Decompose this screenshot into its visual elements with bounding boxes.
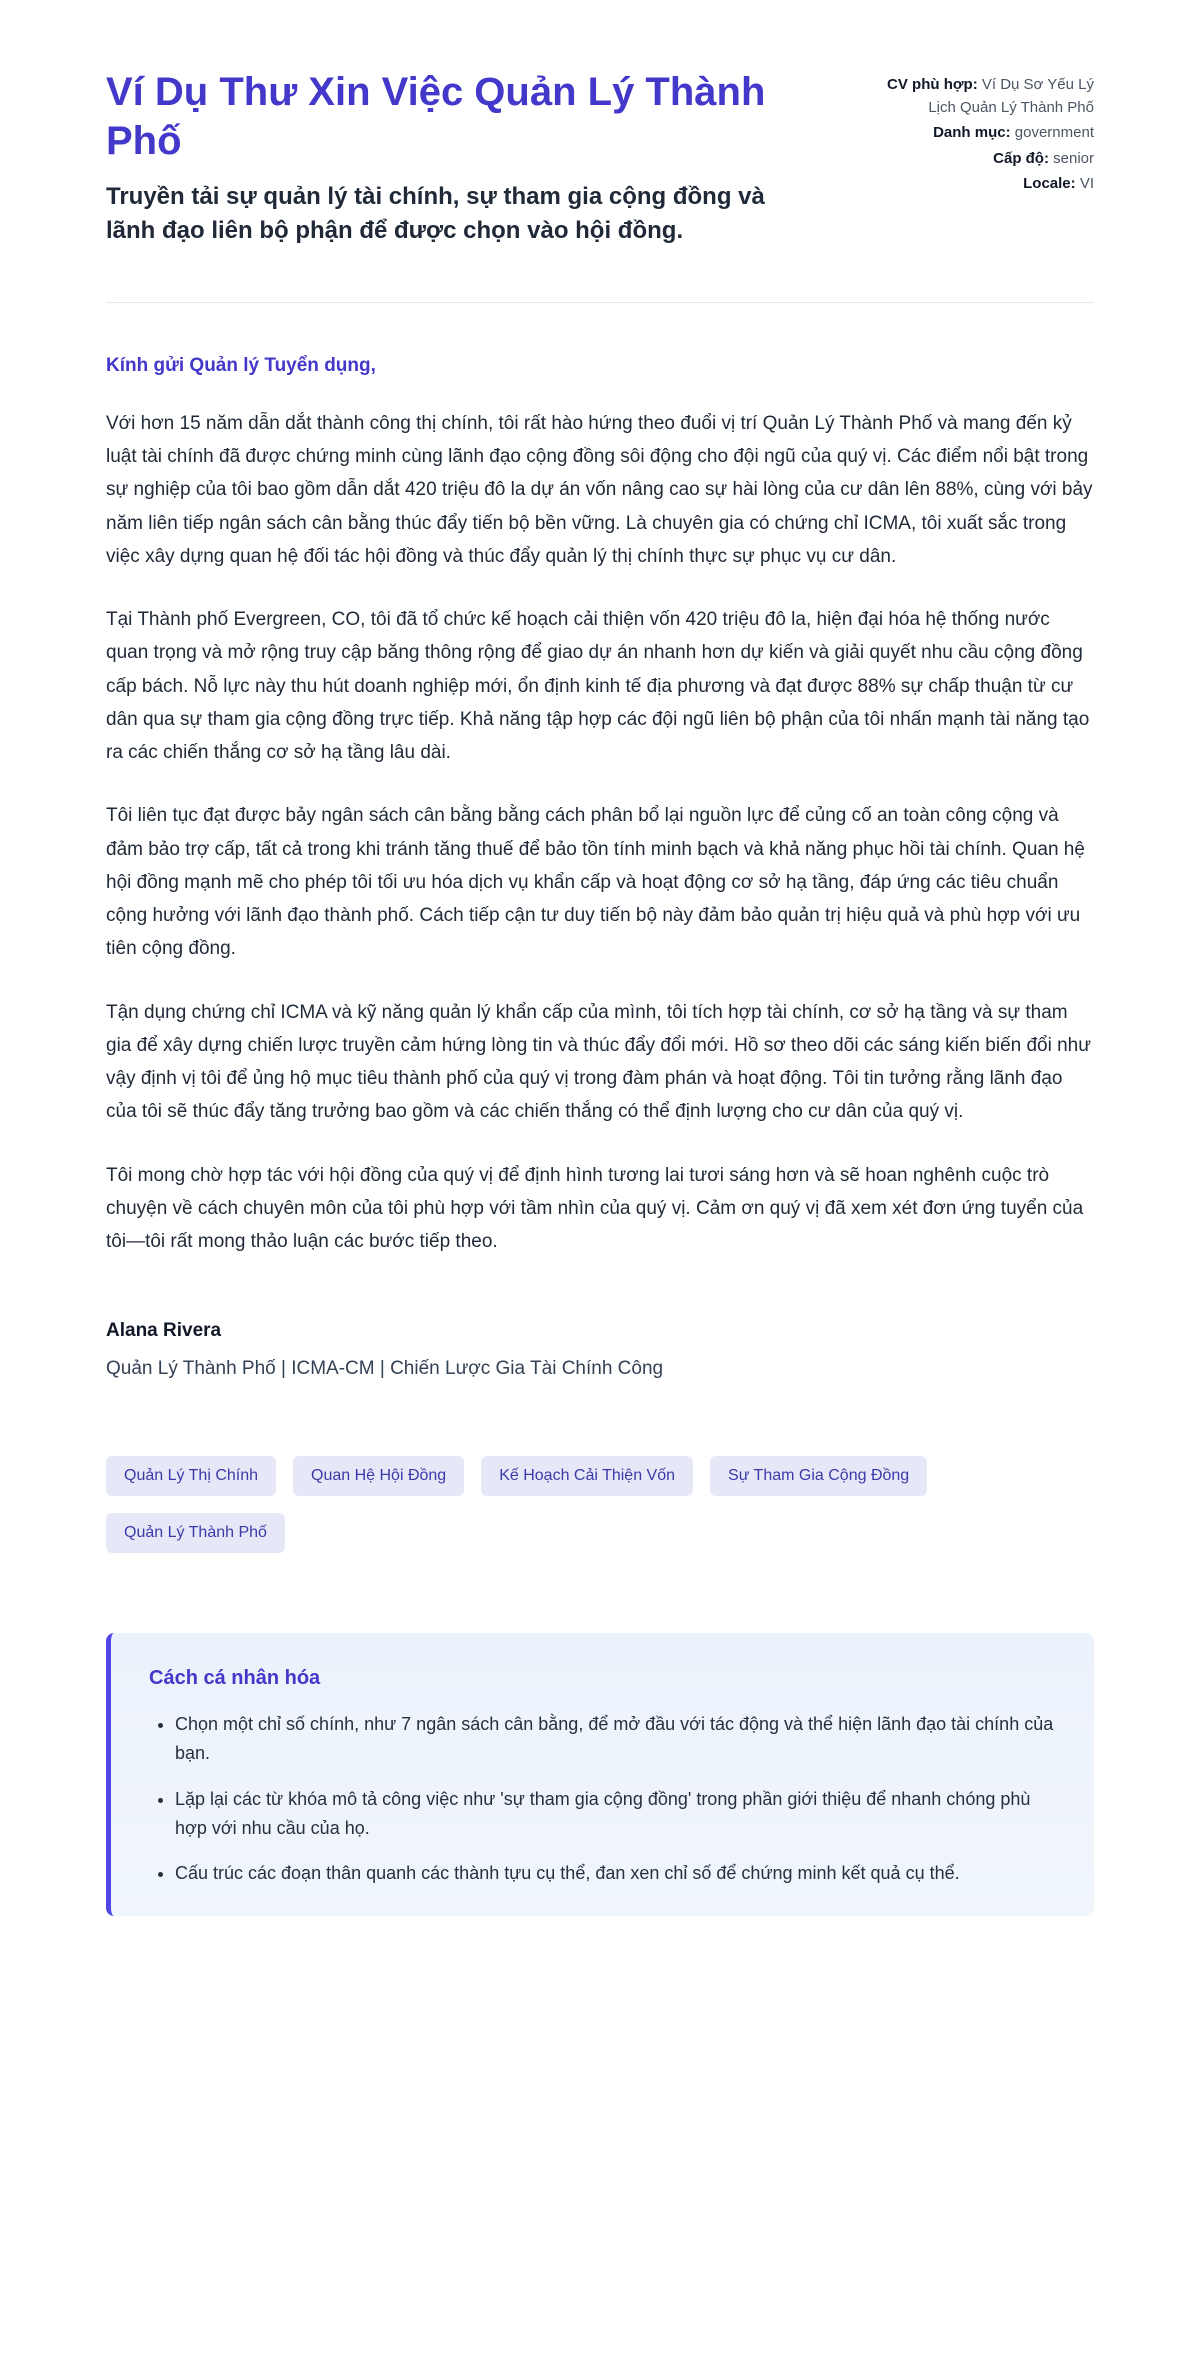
meta-row-category (879, 122, 1094, 145)
letter-paragraph-1: Với hơn 15 năm dẫn dắt thành công thị chính, tôi rất hào hứng theo đuổi vị trí Quản Lý Thành Phố và mang đến kỷ luật tài chính đã được chứng minh cùng lãnh đạo cộng đồng sôi động cho đội ngũ của quý vị. Các điểm nổi bật trong sự nghiệp của tôi bao gồm dẫn dắt 420 triệu đô la dự án vốn nâng cao sự hài lòng của cư dân lên 88%, cùng với bảy năm liên tiếp ngân sách cân bằng thúc đẩy tiến bộ bền vững. Là chuyên gia có chứng chỉ ICMA, tôi xuất sắc trong việc xây dựng quan hệ đối tác hội đồng và thúc đẩy quản lý thị chính thực sự phục vụ cư dân. (106, 412, 1093, 567)
meta-row-matching-resume (879, 74, 1094, 119)
signature-name: Alana Rivera (106, 1320, 222, 1342)
meta-value: government (1014, 124, 1094, 141)
letter-salutation: Kính gửi Quản lý Tuyển dụng, (106, 354, 376, 376)
meta-label: Locale: (1023, 175, 1076, 192)
callout-item: • Cấu trúc các đoạn thân quanh các thành tựu cụ thể, đan xen chỉ số để chứng minh kết quả cụ thể. (175, 1859, 1056, 1888)
tag-chip[interactable]: Quản Lý Thành Phố (106, 1513, 285, 1553)
letter-paragraph-4: Tận dụng chứng chỉ ICMA và kỹ năng quản lý khẩn cấp của mình, tôi tích hợp tài chính, cơ sở hạ tầng và sự tham gia để xây dựng chiến lược truyền cảm hứng lòng tin và thúc đẩy đổi mới. Hồ sơ theo dõi các sáng kiến biến đổi như vậy định vị tôi để ủng hộ mục tiêu thành phố của quý vị trong đàm phán và hoạt động. Tôi tin tưởng rằng lãnh đạo của tôi sẽ thúc đẩy tăng trưởng bao gồm và các chiến thắng có thể định lượng cho cư dân của quý vị. (106, 1001, 1091, 1123)
meta-value: senior (1053, 149, 1094, 167)
meta-value: Ví Dụ Sơ Yếu Lý Lịch Quản Lý Thành Phố (928, 76, 1094, 116)
meta-row-locale (879, 173, 1094, 196)
signature-title: Quản Lý Thành Phố | ICMA-CM | Chiến Lược Gia Tài Chính Công (106, 1358, 664, 1380)
meta-value: VI (1079, 175, 1094, 192)
personalization-callout (106, 1633, 1094, 1916)
meta-label: Danh mục: (933, 124, 1011, 141)
callout-item: • Lặp lại các từ khóa mô tả công việc như 'sự tham gia cộng đồng' trong phần giới thiệu để nhanh chóng phù hợp với nhu cầu của họ. (175, 1785, 1056, 1843)
meta-block (879, 68, 1094, 199)
header-title-block (106, 68, 806, 248)
callout-title: Cách cá nhân hóa (149, 1667, 321, 1690)
letter-paragraph-2: Tại Thành phố Evergreen, CO, tôi đã tổ chức kế hoạch cải thiện vốn 420 triệu đô la, hiện đại hóa hệ thống nước quan trọng và mở rộng truy cập băng thông rộng để giao dự án nhanh hơn dự kiến và giải quyết nhu cầu cộng đồng cấp bách. Nỗ lực này thu hút doanh nghiệp mới, ổn định kinh tế địa phương và đạt được 88% sự chấp thuận từ cư dân qua sự tham gia cộng đồng trực tiếp. Khả năng tập hợp các đội ngũ liên bộ phận của tôi nhấn mạnh tài năng tạo ra các chiến thắng cơ sở hạ tầng lâu dài. (106, 609, 1090, 763)
tag-chip[interactable]: Quản Lý Thị Chính (106, 1456, 276, 1496)
meta-row-level (879, 148, 1094, 171)
page-title: Ví Dụ Thư Xin Việc Quản Lý Thành Phố (106, 70, 766, 163)
letter-paragraph-5: Tôi mong chờ hợp tác với hội đồng của quý vị để định hình tương lai tươi sáng hơn và sẽ hoan nghênh cuộc trò chuyện về cách chuyên môn của tôi phù hợp với tầm nhìn của quý vị. Cảm ơn quý vị đã xem xét đơn ứng tuyển của tôi—tôi rất mong thảo luận các bước tiếp theo. (106, 1164, 1084, 1252)
tag-chip[interactable]: Quan Hệ Hội Đồng (293, 1456, 464, 1496)
letter-paragraph-3: Tôi liên tục đạt được bảy ngân sách cân bằng bằng cách phân bổ lại nguồn lực để củng cố an toàn công cộng và đảm bảo trợ cấp, tất cả trong khi tránh tăng thuế để bảo tồn tính minh bạch và khả năng phục hồi tài chính. Quan hệ hội đồng mạnh mẽ cho phép tôi tối ưu hóa dịch vụ khẩn cấp và hoạt động cơ sở hạ tầng, đáp ứng các tiêu chuẩn cộng hưởng với lãnh đạo thành phố. Cách tiếp cận tư duy tiến bộ này đảm bảo quản trị hiệu quả và phù hợp với ưu tiên cộng đồng. (106, 805, 1085, 960)
letter-body (106, 355, 1094, 1381)
tag-list (106, 1456, 1006, 1553)
callout-list (149, 1710, 1056, 1888)
callout-item: • Chọn một chỉ số chính, như 7 ngân sách cân bằng, để mở đầu với tác động và thể hiện lãnh đạo tài chính của bạn. (175, 1710, 1056, 1768)
tag-chip[interactable]: Kế Hoạch Cải Thiện Vốn (481, 1456, 693, 1496)
meta-label: CV phù hợp: (887, 76, 978, 93)
tag-chip[interactable]: Sự Tham Gia Cộng Đồng (710, 1456, 927, 1496)
page-header (106, 68, 1094, 248)
page-subtitle: Truyền tải sự quản lý tài chính, sự tham gia cộng đồng và lãnh đạo liên bộ phận để được chọn vào hội đồng. (106, 182, 765, 244)
meta-label: Cấp độ: (993, 149, 1049, 167)
header-divider (106, 302, 1094, 303)
signature-block (106, 1320, 1094, 1380)
